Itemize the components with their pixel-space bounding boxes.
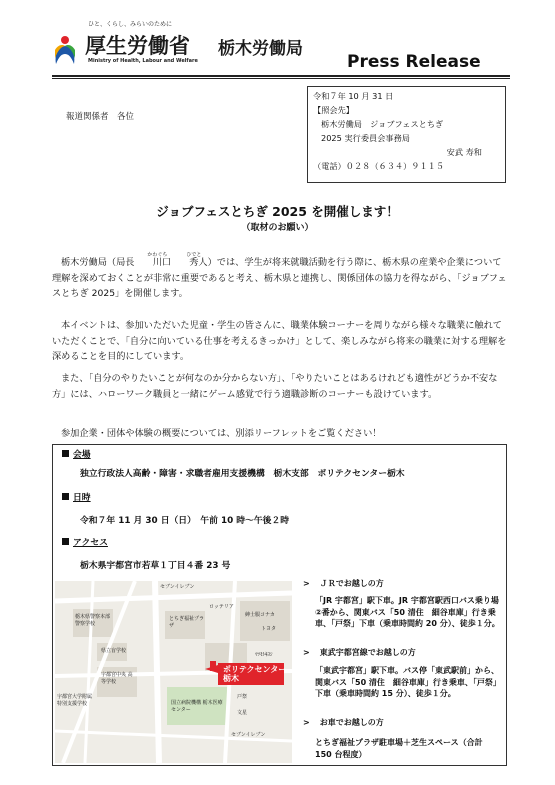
header-rule-thin [52, 78, 510, 79]
page-title: ジョブフェスとちぎ 2025 を開催します！ [156, 204, 399, 219]
contact-phone: （電話）０２８（６３４）９１１５ [313, 161, 445, 171]
contact-person: 安武 寿和 [446, 147, 482, 157]
datetime-heading [62, 490, 91, 503]
arrow-bullet-icon: > [303, 648, 310, 657]
map-label: セブンイレブン [231, 732, 266, 738]
venue-heading-text: 会場 [73, 450, 91, 460]
contact-office: 2025 実行委員会事務局 [321, 133, 410, 143]
contact-label: 【照会先】 [313, 105, 354, 115]
tobu-access-body: 「東武宇都宮」駅下車。バス停「東武駅前」から、関東バス「50 清住 細谷車庫」行き乗車、「戸祭」下車（乗車時間約 15 分）、徒歩１分。 [315, 666, 501, 698]
ministry-logo-icon [52, 34, 78, 66]
body-paragraph-1 [52, 252, 507, 302]
ministry-tagline: ひと、くらし、みらいのために [88, 21, 173, 28]
map-label: 国立病院機構 栃木医療センター [171, 700, 223, 713]
map-label: 紳士服コナカ [245, 612, 275, 618]
map-label: 宇都宮大学附属 特別支援学校 [57, 694, 93, 707]
datetime-value: 令和７年 11 月 30 日（日） 午前 10 時～午後２時 [80, 516, 290, 526]
map-label: トヨタ [261, 626, 277, 632]
map-center-label-1: ポリテクセンター [223, 665, 287, 674]
map-label: 文星 [237, 710, 248, 716]
jr-access-body: 「JR 宇都宮」駅下車。JR 宇都宮駅西口バス乗り場②番から、関東バス「50 清住 細谷車庫」行き乗車、「戸祭」下車（乗車時間約 20 分）、徒歩１分。 [315, 596, 500, 628]
square-bullet-icon [62, 450, 69, 457]
tobu-access-heading [303, 647, 503, 659]
map-label: 宇都宮中央 高等学校 [101, 672, 133, 685]
map-label: セブンイレブン [160, 584, 195, 590]
ministry-name: 厚生労働省 [85, 34, 190, 58]
tobu-access-heading-text: 東武宇都宮線でお越しの方 [319, 648, 416, 657]
body-paragraph-2: 本イベントは、参加いただいた児童・学生の皆さんに、職業体験コーナーを周りながら様々な職業に触れていただくことで、「自分に向いている仕事を考えるきっかけ」として、楽しみながら将来の職業に対する理解を深めることを目的にしています。 [52, 320, 507, 362]
car-access-body: とちぎ福祉プラザ駐車場＋芝生スペース（合計 150 台程度） [315, 738, 483, 759]
access-heading [62, 535, 108, 548]
map-center-label-2: 栃木 [223, 674, 239, 683]
car-access-heading-text: お車でお越しの方 [319, 718, 384, 727]
jr-access-heading-text: ＪＲでお越しの方 [319, 579, 384, 588]
access-map [55, 581, 292, 763]
map-label: ﾏﾂﾓﾄｷﾖｼ [255, 652, 273, 658]
director-given-name [180, 252, 208, 271]
addressee: 報道関係者 各位 [66, 112, 135, 122]
ruby-surname: かわぐち [147, 252, 168, 258]
event-info-box [52, 444, 507, 766]
surname: 川口 [152, 257, 172, 268]
release-date: 令和７年 10 月 31 日 [313, 91, 394, 101]
press-release-label: Press Release [347, 52, 481, 72]
ministry-name-en: Ministry of Health, Labour and Welfare [88, 58, 198, 64]
page-subtitle: （取材のお願い） [241, 223, 314, 233]
header-rule [52, 75, 510, 77]
access-heading-text: アクセス [73, 538, 108, 548]
address-value: 栃木県宇都宮市若草１丁目４番 23 号 [80, 561, 231, 571]
map-label: とちぎ福祉プラザ [169, 616, 205, 629]
body-paragraph-4: 参加企業・団体や体験の概要については、別添リーフレットをご覧ください！ [61, 428, 382, 439]
bureau-name: 栃木労働局 [218, 39, 303, 59]
contact-org: 栃木労働局 ジョブフェスとちぎ [321, 119, 444, 129]
square-bullet-icon [62, 493, 69, 500]
map-label: 県立盲学校 [101, 648, 127, 654]
map-label: 戸祭 [237, 694, 248, 700]
square-bullet-icon [62, 538, 69, 545]
map-label: ロッテリア [209, 604, 234, 610]
car-access-heading [303, 717, 503, 729]
arrow-bullet-icon: > [303, 718, 310, 727]
contact-box [307, 86, 506, 183]
map-center-label [223, 665, 286, 683]
datetime-heading-text: 日時 [73, 493, 91, 503]
map-label: 栃木県警察本部 警察学校 [75, 614, 111, 627]
given-name: 秀人 [189, 257, 208, 268]
ruby-given-name: ひでと [186, 252, 202, 258]
body-paragraph-3: また、「自分のやりたいことが何なのか分からない方」、「やりたいことはあるけれども適性がどうか不安な方」には、ハローワーク職員と一緒にゲーム感覚で行う適職診断のコーナーも設けています。 [52, 373, 498, 400]
director-surname [144, 252, 172, 271]
venue-heading [62, 447, 91, 460]
arrow-bullet-icon: > [303, 579, 310, 588]
p1-lead: 栃木労働局（局長 [61, 257, 144, 268]
jr-access-heading [303, 578, 503, 590]
p1-rest: ）では、学生が将来就職活動を行う際に、栃木県の産業や企業について理解を深めておくことが非常に重要であると考え、栃木県と連携し、関係団体の協力を得ながら、「ジョブフェスとちぎ 2025」を開催します。 [52, 257, 507, 299]
venue-value: 独立行政法人高齢・障害・求職者雇用支援機構 栃木支部 ポリテクセンター栃木 [80, 469, 405, 479]
